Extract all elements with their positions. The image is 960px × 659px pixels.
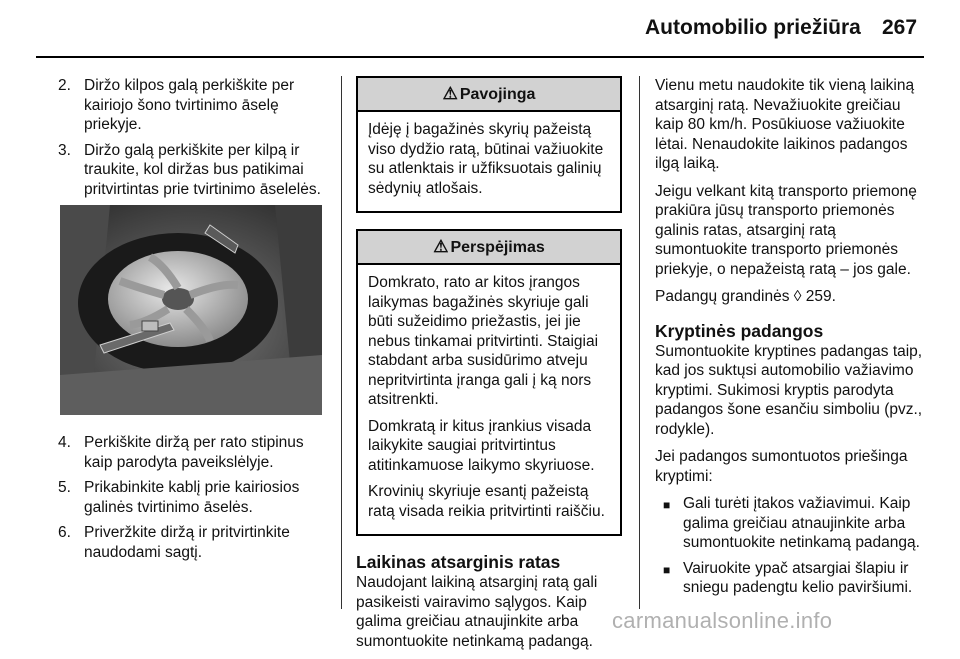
section-text: Naudojant laikiną atsarginį ratą gali pasikeisti vairavimo sąlygos. Kaip galima greičiau atnaujinkite arba sumontuokite netinkamą padangą. xyxy=(356,574,598,650)
section-heading: Laikinas atsarginis ratas xyxy=(356,552,561,572)
step-number: 6. xyxy=(58,524,71,541)
paragraph: Sumontuokite kryptines padangas taip, kad jos suktųsi automobilio važiavimo kryptimi. Sukimosi kryptis parodyta padangos šone esančiu simboliu (pvz., rodykle). xyxy=(655,342,923,438)
step-text: Diržo kilpos galą perkiškite per kairiojo šono tvirtinimo āselę priekyje. xyxy=(84,77,295,133)
danger-text: Įdėję į bagažinės skyrių pažeistą viso dydžio ratą, būtinai važiuokite su atlenktais ir užfiksuotais galinių sėdynių atlošais. xyxy=(368,121,604,197)
bullet-square-icon: ■ xyxy=(663,498,671,512)
bullet-square-icon: ■ xyxy=(663,562,671,577)
warning-text: Domkratą ir kitus įrankius visada laikykite saugiai pritvirtintus atitinkamuose laikymo skyriuose. xyxy=(368,417,595,474)
warning-triangle-icon: ⚠ xyxy=(442,84,458,103)
step-item xyxy=(58,478,330,517)
step-text: Priveržkite diržą ir pritvirtinkite naudodami sagtį. xyxy=(84,524,290,561)
cross-reference: Padangų grandinės ◊ 259. xyxy=(655,288,836,305)
step-text: Prikabinkite kablį prie kairiosios galinės tvirtinimo āselės. xyxy=(84,479,300,516)
list-item xyxy=(655,559,930,598)
column-divider xyxy=(341,76,342,609)
danger-title: Pavojinga xyxy=(459,86,536,103)
step-item xyxy=(58,523,330,562)
paragraph: Vienu metu naudokite tik vieną laikiną atsarginį ratą. Nevažiuokite greičiau kaip 80 km/h. Posūkiuose važiuokite lėtai. Nenaudokite laikinos padangos ilgą laiką. xyxy=(655,77,915,172)
danger-box-header xyxy=(358,78,620,112)
step-number: 3. xyxy=(58,141,71,159)
column-middle xyxy=(356,76,622,659)
step-number: 2. xyxy=(58,77,71,94)
page-number: 267 xyxy=(882,16,918,39)
step-item xyxy=(58,76,330,135)
warning-text: Domkrato, rato ar kitos įrangos laikymas bagažinės skyriuje gali būti sužeidimo priežastis, jei jie nebus tinkamai pritvirtinti. Staigiai stabdant arba susidūrimo atveju nepritvirtinta įranga gali į ką nors atsitrenkti. xyxy=(368,274,599,408)
step-number: 4. xyxy=(58,434,71,451)
danger-box-body xyxy=(358,112,620,211)
paragraph: Jeigu velkant kitą transporto priemonę prakiūra jūsų transporto priemonės galinis ratas, atsarginį ratą sumontuokite transporto priemonės priekyje, o nepažeistą ratą – jos gale. xyxy=(655,182,917,278)
watermark: carmanualsonline.info xyxy=(612,608,833,633)
header-rule xyxy=(36,56,924,58)
list-item-text: Gali turėti įtakos važiavimui. Kaip galima greičiau atnaujinkite arba sumontuokite netinkamą padangą. xyxy=(683,495,920,551)
spare-wheel-photo xyxy=(60,205,322,415)
list-item xyxy=(655,494,930,553)
danger-box xyxy=(356,76,622,213)
step-number: 5. xyxy=(58,479,71,496)
list-item-text: Vairuokite ypač atsargiai šlapiu ir sniegu padengtu kelio paviršiumi. xyxy=(683,559,913,596)
step-item xyxy=(58,141,330,200)
column-left xyxy=(58,76,330,568)
column-right xyxy=(655,76,930,604)
warning-text: Krovinių skyriuje esantį pažeistą ratą visada reikia pritvirtinti raiščiu. xyxy=(368,483,605,520)
step-text: Diržo galą perkiškite per kilpą ir traukite, kol diržas bus patikimai pritvirtintas prie tvirtinimo āselelės. xyxy=(84,141,321,198)
step-text: Perkiškite diržą per rato stipinus kaip parodyta paveikslėlyje. xyxy=(84,434,304,471)
paragraph: Jei padangos sumontuotos priešinga kryptimi: xyxy=(655,448,908,485)
warning-box xyxy=(356,229,622,536)
warning-title: Perspėjimas xyxy=(450,239,545,256)
warning-box-body xyxy=(358,265,620,534)
warning-triangle-icon: ⚠ xyxy=(433,237,449,256)
warning-box-header xyxy=(358,231,620,265)
bullet-list xyxy=(655,494,930,598)
step-item xyxy=(58,433,330,472)
column-divider xyxy=(639,76,640,609)
page-header-title: Automobilio priežiūra xyxy=(645,16,861,39)
section-heading: Kryptinės padangos xyxy=(655,320,824,341)
